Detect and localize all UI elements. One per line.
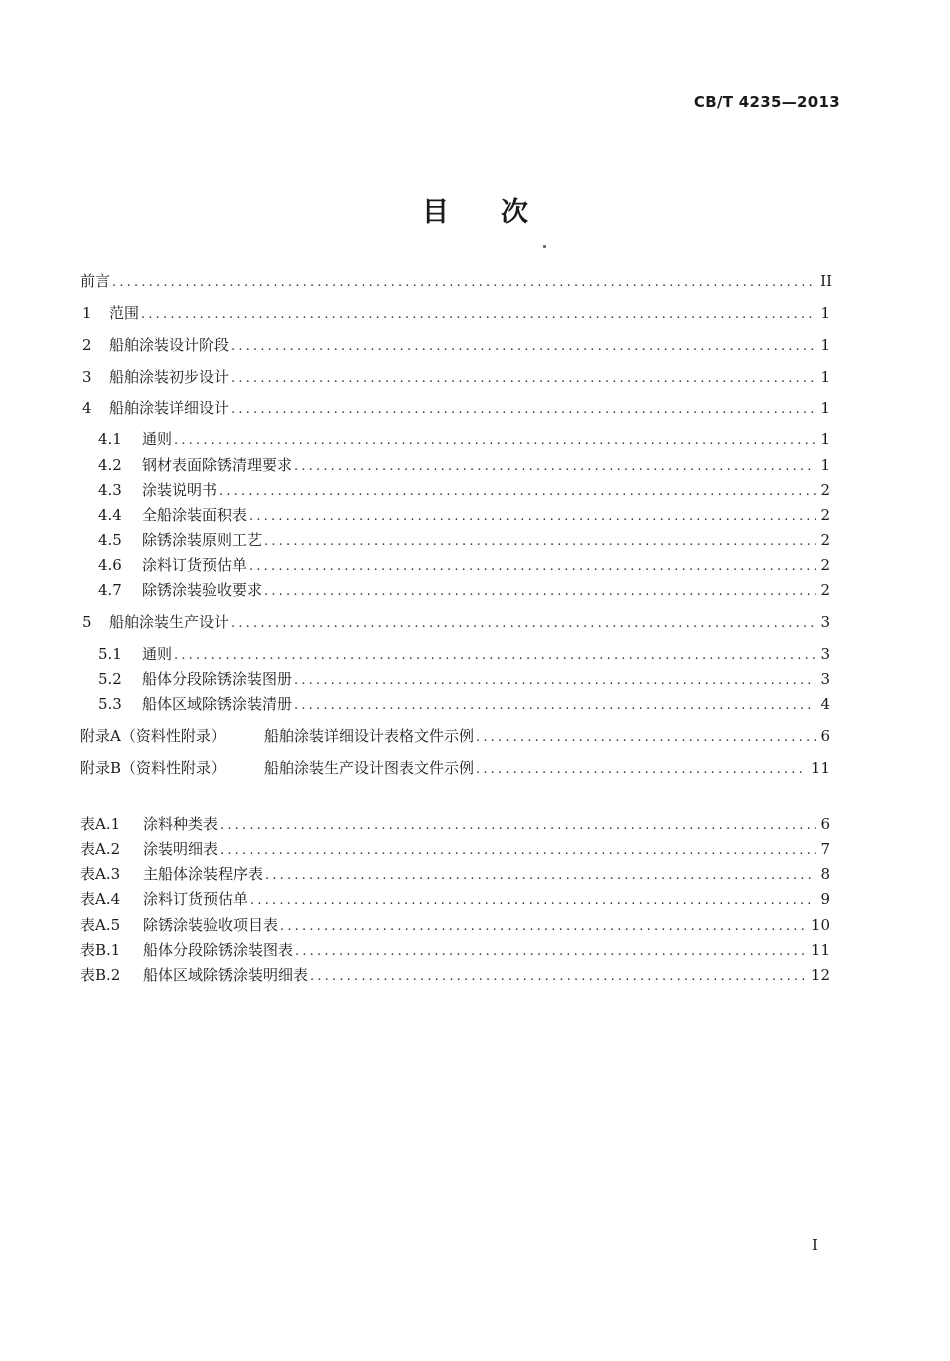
title-char-left: 目 bbox=[422, 197, 449, 228]
table-number: 表B.2 bbox=[80, 966, 121, 984]
toc-entry-label: 船舶涂装生产设计图表文件示例 bbox=[264, 759, 475, 777]
table-page: 11 bbox=[810, 941, 830, 959]
toc-entry-number: 4.7 bbox=[98, 581, 122, 599]
page-number: I bbox=[812, 1236, 818, 1254]
table-list-entry-a4[interactable] bbox=[80, 888, 830, 910]
toc-entry-number: 5.2 bbox=[98, 670, 122, 688]
table-page: 12 bbox=[810, 966, 830, 984]
dot-leader bbox=[264, 531, 816, 553]
toc-entry-number: 4.4 bbox=[98, 506, 122, 524]
dot-leader bbox=[231, 336, 816, 358]
table-page: 10 bbox=[810, 916, 830, 934]
toc-entry-number: 5 bbox=[82, 613, 92, 631]
toc-entry-page: 3 bbox=[820, 645, 830, 663]
toc-entry-number: 5.3 bbox=[98, 695, 122, 713]
toc-entry-label: 船舶涂装详细设计表格文件示例 bbox=[264, 727, 475, 745]
table-label: 除锈涂装验收项目表 bbox=[143, 916, 279, 934]
toc-entry-number: 4.6 bbox=[98, 556, 122, 574]
toc-entry-number: 5.1 bbox=[98, 645, 122, 663]
toc-entry-number: 3 bbox=[82, 368, 92, 386]
toc-entry-section-3[interactable] bbox=[82, 366, 830, 388]
toc-entry-page: 2 bbox=[820, 506, 830, 524]
scan-speck bbox=[543, 245, 546, 248]
toc-entry-4-5[interactable] bbox=[98, 529, 830, 551]
dot-leader bbox=[219, 481, 816, 503]
table-page: 7 bbox=[820, 840, 830, 858]
toc-entry-page: 1 bbox=[820, 304, 830, 322]
toc-entry-number: 4 bbox=[82, 399, 92, 417]
toc-entry-4-6[interactable] bbox=[98, 554, 830, 576]
table-list-entry-b2[interactable] bbox=[80, 964, 830, 986]
dot-leader bbox=[280, 916, 807, 938]
toc-entry-page: 3 bbox=[820, 670, 830, 688]
toc-entry-number: 4.2 bbox=[98, 456, 122, 474]
dot-leader bbox=[112, 272, 816, 294]
table-label: 涂料种类表 bbox=[143, 815, 219, 833]
toc-entry-label: 涂料订货预估单 bbox=[142, 556, 248, 574]
toc-entry-section-1[interactable] bbox=[82, 302, 830, 324]
table-number: 表A.2 bbox=[80, 840, 121, 858]
dot-leader bbox=[250, 890, 816, 912]
table-list-entry-a3[interactable] bbox=[80, 863, 830, 885]
table-number: 表A.5 bbox=[80, 916, 121, 934]
toc-entry-4-2[interactable] bbox=[98, 454, 830, 476]
dot-leader bbox=[265, 865, 816, 887]
document-code: CB/T 4235—2013 bbox=[693, 93, 840, 111]
dot-leader bbox=[249, 556, 816, 578]
dot-leader bbox=[174, 645, 816, 667]
dot-leader bbox=[264, 581, 816, 603]
table-label: 涂料订货预估单 bbox=[143, 890, 249, 908]
dot-leader bbox=[294, 695, 816, 717]
table-page: 9 bbox=[820, 890, 830, 908]
toc-entry-page: 2 bbox=[820, 556, 830, 574]
table-number: 表A.3 bbox=[80, 865, 121, 883]
toc-entry-number: 2 bbox=[82, 336, 92, 354]
toc-entry-label: 钢材表面除锈清理要求 bbox=[142, 456, 293, 474]
toc-entry-number: 4.3 bbox=[98, 481, 122, 499]
dot-leader bbox=[295, 941, 807, 963]
table-label: 船体分段除锈涂装图表 bbox=[143, 941, 294, 959]
toc-entry-label: 船舶涂装详细设计 bbox=[109, 399, 230, 417]
table-number: 表B.1 bbox=[80, 941, 121, 959]
toc-entry-label: 船体分段除锈涂装图册 bbox=[142, 670, 293, 688]
toc-entry-page: 2 bbox=[820, 531, 830, 549]
toc-entry-number: 4.1 bbox=[98, 430, 122, 448]
toc-entry-label: 涂装说明书 bbox=[142, 481, 218, 499]
toc-entry-page: 3 bbox=[820, 613, 830, 631]
toc-entry-label: 船舶涂装初步设计 bbox=[109, 368, 230, 386]
toc-entry-label: 全船涂装面积表 bbox=[142, 506, 248, 524]
toc-entry-4-7[interactable] bbox=[98, 579, 830, 601]
dot-leader bbox=[476, 727, 816, 749]
toc-entry-label: 船舶涂装生产设计 bbox=[109, 613, 230, 631]
toc-entry-section-4[interactable] bbox=[82, 397, 830, 419]
toc-entry-4-3[interactable] bbox=[98, 479, 830, 501]
toc-entry-page: 1 bbox=[820, 399, 830, 417]
toc-entry-number: 附录A（资料性附录） bbox=[80, 727, 226, 745]
table-label: 涂装明细表 bbox=[143, 840, 219, 858]
toc-entry-number: 附录B（资料性附录） bbox=[80, 759, 227, 777]
toc-entry-page: 1 bbox=[820, 430, 830, 448]
table-number: 表A.4 bbox=[80, 890, 121, 908]
table-label: 船体区域除锈涂装明细表 bbox=[143, 966, 309, 984]
toc-entry-number: 1 bbox=[82, 304, 92, 322]
toc-entry-page: 2 bbox=[820, 581, 830, 599]
dot-leader bbox=[476, 759, 807, 781]
table-page: 8 bbox=[820, 865, 830, 883]
toc-entry-section-5[interactable] bbox=[82, 611, 830, 633]
dot-leader bbox=[294, 456, 816, 478]
title-char-right: 次 bbox=[501, 197, 528, 228]
toc-entry-4-4[interactable] bbox=[98, 504, 830, 526]
toc-entry-page: 1 bbox=[820, 456, 830, 474]
toc-entry-page: 1 bbox=[820, 336, 830, 354]
toc-entry-section-2[interactable] bbox=[82, 334, 830, 356]
toc-entry-label: 除锈涂装验收要求 bbox=[142, 581, 263, 599]
toc-entry-page: 6 bbox=[820, 727, 830, 745]
toc-entry-label: 范围 bbox=[109, 304, 140, 322]
dot-leader bbox=[231, 613, 816, 635]
table-list-entry-a5[interactable] bbox=[80, 914, 830, 936]
dot-leader bbox=[249, 506, 816, 528]
toc-entry-page: 11 bbox=[810, 759, 830, 777]
toc-entry-appendix-a[interactable] bbox=[80, 725, 830, 747]
table-label: 主船体涂装程序表 bbox=[143, 865, 264, 883]
toc-entry-4-1[interactable] bbox=[98, 428, 830, 450]
toc-entry-label: 除锈涂装原则工艺 bbox=[142, 531, 263, 549]
table-list-entry-a1[interactable] bbox=[80, 813, 830, 835]
dot-leader bbox=[141, 304, 816, 326]
toc-entry-label: 通则 bbox=[142, 430, 173, 448]
toc-entry-label: 前言 bbox=[80, 272, 111, 290]
toc-entry-label: 船体区域除锈涂装清册 bbox=[142, 695, 293, 713]
page-title bbox=[0, 190, 950, 229]
table-list-entry-a2[interactable] bbox=[80, 838, 830, 860]
toc-entry-page: 4 bbox=[820, 695, 830, 713]
dot-leader bbox=[220, 840, 816, 862]
table-page: 6 bbox=[820, 815, 830, 833]
toc-entry-5-3[interactable] bbox=[98, 693, 830, 715]
toc-entry-appendix-b[interactable] bbox=[80, 757, 830, 779]
dot-leader bbox=[174, 430, 816, 452]
toc-entry-page: II bbox=[820, 272, 832, 290]
toc-entry-label: 通则 bbox=[142, 645, 173, 663]
dot-leader bbox=[294, 670, 816, 692]
dot-leader bbox=[231, 368, 816, 390]
dot-leader bbox=[220, 815, 816, 837]
toc-entry-page: 2 bbox=[820, 481, 830, 499]
dot-leader bbox=[310, 966, 807, 988]
toc-entry-5-2[interactable] bbox=[98, 668, 830, 690]
toc-entry-5-1[interactable] bbox=[98, 643, 830, 665]
table-number: 表A.1 bbox=[80, 815, 121, 833]
toc-entry-number: 4.5 bbox=[98, 531, 122, 549]
toc-entry-page: 1 bbox=[820, 368, 830, 386]
dot-leader bbox=[231, 399, 816, 421]
toc-entry-foreword[interactable] bbox=[80, 270, 832, 292]
table-list-entry-b1[interactable] bbox=[80, 939, 830, 961]
toc-entry-label: 船舶涂装设计阶段 bbox=[109, 336, 230, 354]
